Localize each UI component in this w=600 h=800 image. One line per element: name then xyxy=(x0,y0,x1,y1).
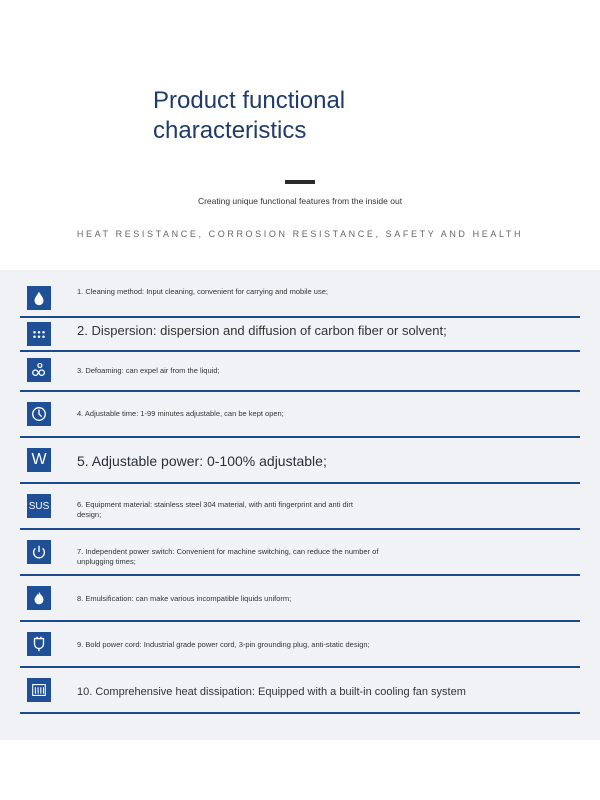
feature-text: 7. Independent power switch: Convenient for machine switching, can reduce the number of unplugging times; xyxy=(77,547,379,566)
page-title xyxy=(153,86,473,146)
feature-row xyxy=(20,622,580,668)
feature-row xyxy=(20,352,580,392)
feature-row xyxy=(20,530,580,576)
feature-text: 3. Defoaming: can expel air from the liquid; xyxy=(77,366,220,375)
subtitle: Creating unique functional features from the inside out xyxy=(197,196,403,206)
feature-row xyxy=(20,280,580,318)
feature-row xyxy=(20,668,580,714)
feature-text: 5. Adjustable power: 0-100% adjustable; xyxy=(77,453,327,469)
title-line-2: characteristics xyxy=(153,117,307,144)
feature-row xyxy=(20,392,580,438)
sus-material-icon: SUS xyxy=(27,494,51,518)
feature-text: 9. Bold power cord: Industrial grade power cord, 3-pin grounding plug, anti-static design; xyxy=(77,640,370,649)
header xyxy=(0,0,600,270)
feature-text: 2. Dispersion: dispersion and diffusion of carbon fiber or solvent; xyxy=(77,323,447,338)
clock-icon xyxy=(27,402,51,426)
feature-text: 1. Cleaning method: Input cleaning, convenient for carrying and mobile use; xyxy=(77,287,328,296)
power-w-icon: W xyxy=(27,448,51,472)
feature-row xyxy=(20,576,580,622)
feature-text: 10. Comprehensive heat dissipation: Equipped with a built-in cooling fan system xyxy=(77,686,466,698)
power-switch-icon xyxy=(27,540,51,564)
plug-icon xyxy=(27,632,51,656)
feature-row xyxy=(20,438,580,484)
title-line-1: Product functional xyxy=(153,87,346,114)
feature-text: 6. Equipment material: stainless steel 304 material, with anti fingerprint and anti dirt design; xyxy=(77,500,353,519)
title-underline xyxy=(285,180,315,184)
feature-text: 8. Emulsification: can make various incompatible liquids uniform; xyxy=(77,594,292,603)
feature-row xyxy=(20,318,580,352)
water-drop-icon xyxy=(27,286,51,310)
bubbles-icon xyxy=(27,358,51,382)
features-panel xyxy=(0,270,600,740)
flame-icon xyxy=(27,586,51,610)
feature-row xyxy=(20,484,580,530)
tagline: HEAT RESISTANCE, CORROSION RESISTANCE, SAFETY AND HEALTH xyxy=(76,229,524,239)
dots-grid-icon xyxy=(27,322,51,346)
feature-text: 4. Adjustable time: 1-99 minutes adjustable, can be kept open; xyxy=(77,409,284,418)
cooling-fan-icon xyxy=(27,678,51,702)
